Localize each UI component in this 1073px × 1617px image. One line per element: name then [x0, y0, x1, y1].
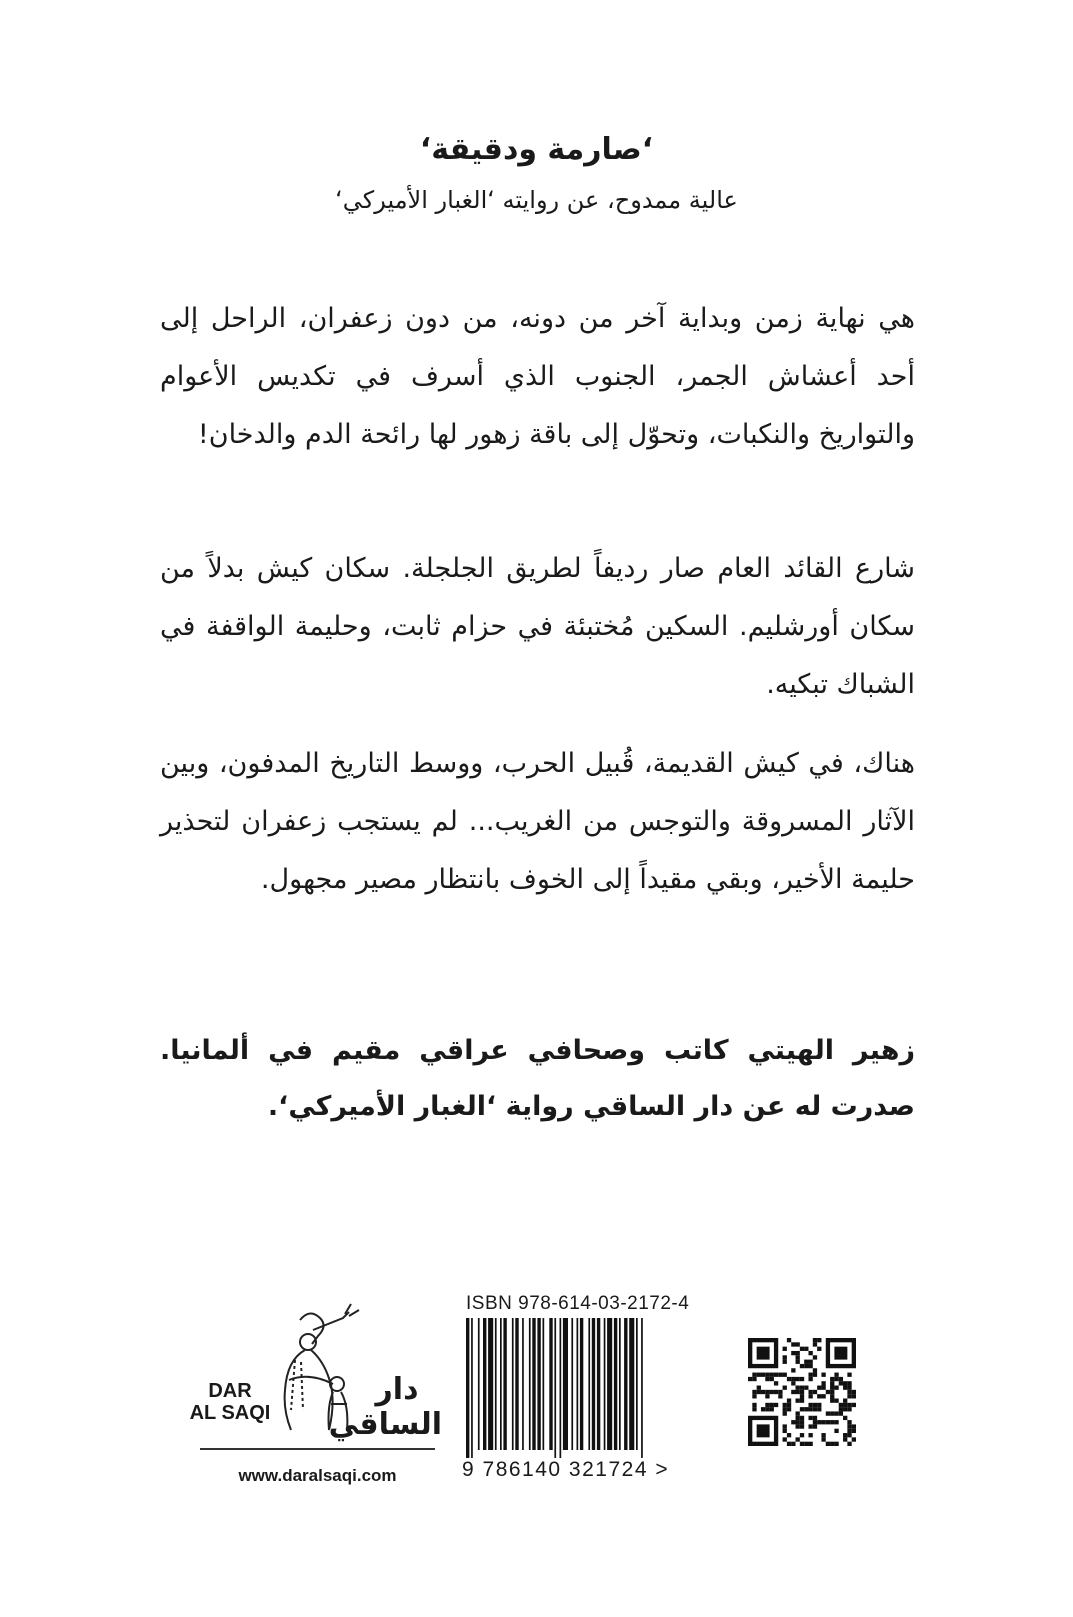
qr-module [783, 1347, 787, 1351]
qr-module [778, 1394, 782, 1398]
barcode-bar [495, 1318, 497, 1450]
qr-module [800, 1386, 804, 1390]
qr-module [830, 1386, 834, 1390]
qr-module [839, 1377, 843, 1381]
qr-module [752, 1390, 756, 1394]
qr-module [783, 1407, 787, 1411]
publisher-name-arabic: دار الساقي [328, 1372, 442, 1442]
qr-module [778, 1390, 782, 1394]
qr-module [791, 1368, 795, 1372]
qr-module [813, 1390, 817, 1394]
qr-module [800, 1364, 804, 1368]
qr-module [796, 1398, 800, 1402]
qr-module [770, 1407, 774, 1411]
qr-module [796, 1416, 800, 1420]
qr-module [813, 1373, 817, 1377]
qr-module [834, 1386, 838, 1390]
qr-module [808, 1360, 812, 1364]
qr-module [847, 1420, 851, 1424]
qr-module [843, 1403, 847, 1407]
qr-module [796, 1420, 800, 1424]
qr-module [830, 1377, 834, 1381]
qr-module [796, 1437, 800, 1441]
qr-module [821, 1381, 825, 1385]
qr-module [791, 1381, 795, 1385]
barcode-bar [619, 1318, 621, 1450]
qr-module [826, 1420, 830, 1424]
qr-module [787, 1407, 791, 1411]
qr-module [761, 1390, 765, 1394]
qr-module [796, 1377, 800, 1381]
qr-module [839, 1381, 843, 1385]
qr-module [770, 1390, 774, 1394]
qr-module [770, 1373, 774, 1377]
qr-module [821, 1394, 825, 1398]
qr-module [778, 1373, 782, 1377]
qr-module [834, 1398, 838, 1402]
qr-module [770, 1377, 774, 1381]
qr-module [843, 1407, 847, 1411]
barcode-bar [503, 1318, 506, 1450]
qr-module [830, 1394, 834, 1398]
qr-module [761, 1407, 765, 1411]
barcode-bar [532, 1318, 535, 1450]
qr-module [817, 1386, 821, 1390]
qr-module [843, 1437, 847, 1441]
barcode-bar [522, 1318, 524, 1450]
qr-module [817, 1403, 821, 1407]
barcode-bar [604, 1318, 606, 1450]
qr-module [852, 1394, 856, 1398]
barcode-bar [488, 1318, 493, 1450]
qr-module [752, 1403, 756, 1407]
qr-module [817, 1347, 821, 1351]
barcode-bar [597, 1318, 600, 1450]
qr-module [817, 1407, 821, 1411]
qr-module [796, 1424, 800, 1428]
blurb-paragraph-1: هي نهاية زمن وبداية آخر من دونه، من دون زعفران، الراحل إلى أحد أعشاش الجمر، الجنوب الذي أسرف في تكديس الأعوام والتواريخ والنكبات، وتحوّل إلى باقة زهور لها رائحة الدم والدخان! [160, 303, 915, 450]
barcode-bar [466, 1318, 469, 1458]
qr-module [834, 1411, 838, 1415]
qr-module [826, 1442, 830, 1446]
qr-module [821, 1386, 825, 1390]
qr-module [804, 1347, 808, 1351]
qr-module [830, 1398, 834, 1402]
barcode-bar [478, 1318, 480, 1450]
blurb-paragraph-2: شارع القائد العام صار رديفاً لطريق الجلجلة. سكان كيش بدلاً من سكان أورشليم. السكين مُختبئة في حزام ثابت، وحليمة الواقفة في الشباك تبكيه. [160, 553, 915, 700]
qr-module [796, 1342, 800, 1346]
barcode-bar [563, 1318, 568, 1450]
qr-module [804, 1407, 808, 1411]
qr-module [847, 1390, 851, 1394]
qr-module [847, 1407, 851, 1411]
qr-module [774, 1403, 778, 1407]
qr-module [847, 1394, 851, 1398]
qr-module [808, 1364, 812, 1368]
qr-module [830, 1411, 834, 1415]
barcode-bar [537, 1318, 540, 1450]
qr-module [800, 1347, 804, 1351]
qr-module [761, 1373, 765, 1377]
qr-module [770, 1403, 774, 1407]
qr-module [800, 1420, 804, 1424]
barcode-bar [624, 1318, 627, 1450]
qr-module [757, 1347, 770, 1360]
qr-module [813, 1416, 817, 1420]
qr-module [752, 1407, 756, 1411]
qr-module [843, 1386, 847, 1390]
logo-divider [200, 1448, 435, 1450]
publisher-name-latin [185, 1380, 275, 1424]
qr-module [821, 1437, 825, 1441]
qr-module [757, 1424, 770, 1437]
author-bio: زهير الهيتي كاتب وصحافي عراقي مقيم في ألمانيا. صدرت له عن دار الساقي رواية ‘الغبار الأميركي‘. [160, 1035, 915, 1122]
qr-module [783, 1411, 787, 1415]
qr-module [817, 1338, 821, 1342]
qr-module [808, 1403, 812, 1407]
qr-module [787, 1338, 791, 1342]
qr-module [843, 1398, 847, 1402]
barcode-bar [592, 1318, 595, 1450]
qr-module [821, 1373, 825, 1377]
qr-module [791, 1377, 795, 1381]
qr-module [847, 1429, 851, 1433]
barcode-bar [577, 1318, 579, 1450]
qr-module [813, 1355, 817, 1359]
qr-module [787, 1442, 791, 1446]
qr-module [852, 1390, 856, 1394]
qr-module [800, 1394, 804, 1398]
qr-module [808, 1390, 812, 1394]
qr-module [826, 1411, 830, 1415]
qr-module [847, 1403, 851, 1407]
qr-module [774, 1381, 778, 1385]
qr-module [765, 1377, 769, 1381]
qr-module [813, 1368, 817, 1372]
barcode-bar [614, 1318, 617, 1450]
barcode-bar [571, 1318, 573, 1450]
publisher-website: www.daralsaqi.com [238, 1466, 397, 1485]
qr-module [783, 1437, 787, 1441]
qr-module [834, 1373, 838, 1377]
qr-module [808, 1377, 812, 1381]
qr-module [791, 1420, 795, 1424]
qr-module [834, 1429, 838, 1433]
barcode-bar [629, 1318, 634, 1450]
qr-module [817, 1394, 821, 1398]
barcode-bar [512, 1318, 514, 1450]
qr-module [783, 1373, 787, 1377]
qr-module [852, 1437, 856, 1441]
barcode-bar [543, 1318, 545, 1450]
qr-module [765, 1403, 769, 1407]
qr-module [791, 1390, 795, 1394]
qr-module [813, 1342, 817, 1346]
qr-module [796, 1411, 800, 1415]
barcode-bar [607, 1318, 612, 1450]
qr-module [808, 1394, 812, 1398]
qr-module [843, 1416, 847, 1420]
qr-module [787, 1398, 791, 1402]
qr-module [796, 1360, 800, 1364]
qr-module [830, 1420, 834, 1424]
qr-module [752, 1377, 756, 1381]
qr-module [748, 1377, 752, 1381]
barcode-bar [641, 1318, 643, 1458]
qr-module [804, 1386, 808, 1390]
barcode-bar [515, 1318, 518, 1450]
qr-module [800, 1390, 804, 1394]
qr-module [830, 1390, 834, 1394]
barcode-bar [549, 1318, 552, 1450]
qr-module [800, 1416, 804, 1420]
qr-module [847, 1386, 851, 1390]
qr-module [800, 1407, 804, 1411]
qr-module [757, 1373, 761, 1377]
qr-module [808, 1424, 812, 1428]
qr-module [791, 1442, 795, 1446]
qr-module [783, 1424, 787, 1428]
qr-module [834, 1420, 838, 1424]
qr-module [843, 1433, 847, 1437]
qr-module [796, 1386, 800, 1390]
qr-module [808, 1351, 812, 1355]
qr-module [808, 1373, 812, 1377]
qr-module [757, 1386, 761, 1390]
qr-module [808, 1416, 812, 1420]
qr-module [808, 1442, 812, 1446]
quote-title: ‘صارمة ودقيقة‘ [419, 132, 654, 167]
qr-module [821, 1420, 825, 1424]
qr-module [813, 1407, 817, 1411]
qr-module [834, 1347, 847, 1360]
qr-module [765, 1390, 769, 1394]
qr-module [752, 1373, 756, 1377]
qr-module [783, 1386, 787, 1390]
qr-module [839, 1403, 843, 1407]
qr-module [847, 1442, 851, 1446]
publisher-latin-line-2: AL SAQI [189, 1402, 271, 1424]
qr-code-icon [748, 1338, 856, 1446]
qr-module [817, 1420, 821, 1424]
qr-module [813, 1424, 817, 1428]
qr-module [783, 1403, 787, 1407]
qr-module [834, 1377, 838, 1381]
qr-module [774, 1373, 778, 1377]
qr-module [804, 1442, 808, 1446]
blurb-paragraph-3: هناك، في كيش القديمة، قُبيل الحرب، ووسط التاريخ المدفون، وبين الآثار المسروقة والتوجس من الغريب... لم يستجب زعفران لتحذير حليمة الأخير، وبقي مقيداً إلى الخوف بانتظار مصير مجهول. [160, 748, 915, 895]
qr-module [787, 1403, 791, 1407]
qr-module [830, 1442, 834, 1446]
qr-module [800, 1433, 804, 1437]
qr-module [813, 1420, 817, 1424]
qr-module [852, 1424, 856, 1428]
qr-module [765, 1407, 769, 1411]
barcode-digits: 9 786140 321724 > [462, 1458, 670, 1481]
qr-module [821, 1433, 825, 1437]
qr-module [839, 1411, 843, 1415]
qr-module [796, 1355, 800, 1359]
qr-module [808, 1407, 812, 1411]
qr-module [800, 1377, 804, 1381]
qr-module [796, 1390, 800, 1394]
barcode-bar [588, 1318, 590, 1450]
qr-module [847, 1433, 851, 1437]
qr-module [791, 1342, 795, 1346]
qr-module [804, 1360, 808, 1364]
barcode-bar [529, 1318, 531, 1450]
qr-module [847, 1424, 851, 1428]
qr-module [783, 1360, 787, 1364]
publisher-latin-line-1: DAR [208, 1380, 252, 1402]
qr-module [765, 1373, 769, 1377]
barcode-bar [554, 1318, 556, 1458]
qr-module [852, 1403, 856, 1407]
barcode-bar [560, 1318, 562, 1458]
qr-module [804, 1364, 808, 1368]
qr-module [852, 1429, 856, 1433]
qr-module [847, 1373, 851, 1377]
qr-module [787, 1433, 791, 1437]
qr-module [796, 1351, 800, 1355]
qr-module [791, 1351, 795, 1355]
barcode-bar [471, 1318, 473, 1458]
qr-module [800, 1442, 804, 1446]
barcode-bar [580, 1318, 583, 1450]
qr-module [783, 1429, 787, 1433]
isbn-label: ISBN 978-614-03-2172-4 [466, 1293, 690, 1314]
qr-module [787, 1377, 791, 1381]
qr-module [765, 1394, 769, 1398]
qr-module [800, 1398, 804, 1402]
qr-module [808, 1433, 812, 1437]
qr-module [783, 1355, 787, 1359]
qr-module [813, 1338, 817, 1342]
quote-attribution: عالية ممدوح، عن روايته ‘الغبار الأميركي‘ [335, 186, 738, 214]
barcode-bar [500, 1318, 502, 1450]
qr-module [752, 1394, 756, 1398]
qr-module [813, 1403, 817, 1407]
isbn-barcode [464, 1318, 694, 1458]
qr-module [843, 1381, 847, 1385]
qr-module [834, 1442, 838, 1446]
qr-module [847, 1381, 851, 1385]
barcode-bar [483, 1318, 486, 1450]
qr-module [774, 1390, 778, 1394]
qr-module [826, 1390, 830, 1394]
qr-module [830, 1381, 834, 1385]
barcode-bar [636, 1318, 638, 1450]
qr-module [800, 1424, 804, 1428]
qr-module [839, 1407, 843, 1411]
qr-module [757, 1390, 761, 1394]
